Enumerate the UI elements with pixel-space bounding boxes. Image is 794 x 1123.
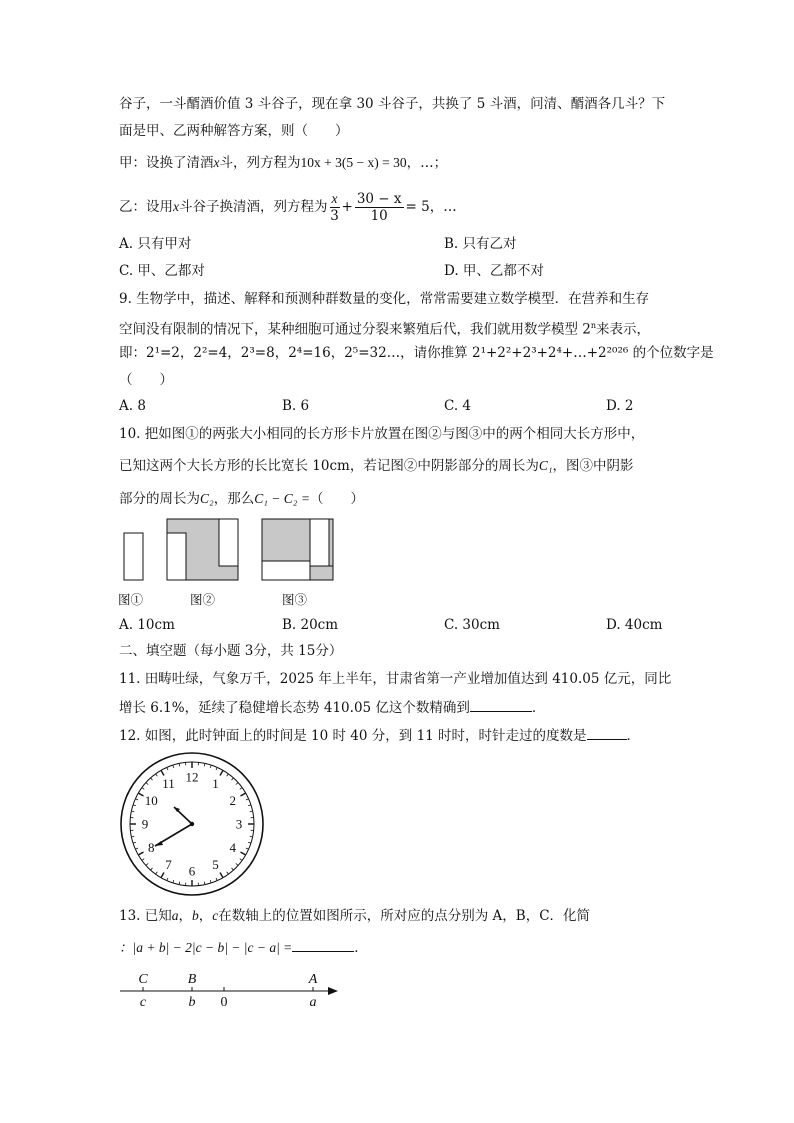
q10-option-d[interactable]: D. 40cm bbox=[606, 617, 663, 633]
clock-number-6: 6 bbox=[188, 863, 196, 879]
q8-yi-mid: 斗谷子换清酒，列方程为 bbox=[179, 199, 328, 215]
q10-option-c[interactable]: C. 30cm bbox=[444, 617, 500, 633]
q8-yi-prefix: 乙：设用 bbox=[119, 199, 173, 215]
figure-3-diagram bbox=[258, 516, 338, 584]
q8-option-d[interactable]: D. 甲、乙都不对 bbox=[444, 263, 544, 279]
q8-yi-fraction2: $\frac{30 - x}{10}$ bbox=[356, 191, 402, 224]
clock-number-3: 3 bbox=[235, 816, 243, 832]
q8-jia-var: x bbox=[213, 155, 220, 170]
q9-option-b[interactable]: B. 6 bbox=[282, 398, 310, 414]
clock-tick bbox=[240, 852, 245, 855]
q8-yi-var: x bbox=[173, 199, 179, 214]
q8-solution-yi bbox=[119, 190, 457, 224]
q8-line2: 面是甲、乙两种解答方案，则（ ） bbox=[119, 123, 349, 139]
q9-option-a[interactable]: A. 8 bbox=[119, 398, 146, 414]
figure-1-label: 图① bbox=[118, 592, 144, 607]
q10-line3: 部分的周长为C₂，那么C₁ − C₂ =（ ） bbox=[119, 491, 364, 507]
q11-line1: 11. 田畴吐绿，气象万千，2025 年上半年，甘肃省第一产业增加值达到 410.05 亿元，同比 bbox=[119, 671, 672, 687]
q11-answer-blank[interactable] bbox=[470, 697, 532, 712]
q10-line2: 已知这两个大长方形的长比宽长 10cm，若记图②中阴影部分的周长为C₁，图③中阴影 bbox=[119, 458, 634, 474]
figure-2-label: 图② bbox=[190, 592, 216, 607]
q10-option-a[interactable]: A. 10cm bbox=[119, 617, 175, 633]
clock-number-9: 9 bbox=[141, 816, 149, 832]
q8-option-b[interactable]: B. 只有乙对 bbox=[444, 236, 517, 252]
clock-tick bbox=[138, 793, 143, 796]
q10-option-b[interactable]: B. 20cm bbox=[282, 617, 339, 633]
clock-tick bbox=[138, 852, 143, 855]
clock-number-2: 2 bbox=[229, 793, 236, 808]
figure-2-diagram bbox=[164, 516, 244, 584]
section-2-title: 二、填空题（每小题 3分，共 15分） bbox=[119, 643, 343, 659]
clock-tick bbox=[240, 793, 245, 796]
point-B-label: B bbox=[187, 972, 197, 987]
q8-jia-equation: 10x + 3(5 − x) = 30 bbox=[300, 155, 407, 170]
q13-answer-blank[interactable] bbox=[292, 937, 354, 952]
q8-option-c[interactable]: C. 甲、乙都对 bbox=[119, 263, 205, 279]
clock-number-11: 11 bbox=[162, 775, 175, 791]
clock-number-5: 5 bbox=[212, 857, 219, 873]
q8-yi-eq-rest: = 5 bbox=[405, 199, 430, 215]
value-c-label: c bbox=[139, 995, 147, 1010]
value-a-label: a bbox=[309, 995, 317, 1010]
clock-tick bbox=[161, 872, 164, 877]
q8-jia-prefix: 甲：设换了清酒 bbox=[119, 155, 214, 171]
point-A-label: A bbox=[308, 972, 318, 987]
q13-line1: 13. 已知a，b，c在数轴上的位置如图所示，所对应的点分别为 A，B，C．化简 bbox=[119, 908, 591, 924]
q9-line2: 空间没有限制的情况下，某种细胞可通过分裂来繁殖后代，我们就用数学模型 2$^n$来表示， bbox=[119, 321, 651, 338]
q8-yi-suffix: ，… bbox=[429, 199, 457, 215]
q8-jia-suffix: ，…； bbox=[406, 155, 448, 171]
q10-line1: 10. 把如图①的两张大小相同的长方形卡片放置在图②与图③中的两个相同大长方形中， bbox=[119, 426, 645, 442]
value-b-label: b bbox=[188, 995, 196, 1010]
clock-number-10: 10 bbox=[144, 793, 158, 808]
figure-1-card bbox=[118, 522, 158, 586]
clock-tick bbox=[161, 770, 164, 775]
number-line bbox=[118, 968, 348, 1014]
clock-number-4: 4 bbox=[229, 840, 236, 855]
clock-tick bbox=[220, 770, 223, 775]
q8-jia-mid: 斗，列方程为 bbox=[219, 155, 301, 171]
q11-line2: 增长 6.1%，延续了稳健增长态势 410.05 亿这个数精确到 ． bbox=[119, 697, 545, 718]
q9-option-c[interactable]: C. 4 bbox=[444, 398, 472, 414]
point-C-label: C bbox=[138, 972, 148, 987]
q8-yi-plus: + bbox=[341, 199, 353, 215]
clock-number-1: 1 bbox=[212, 775, 219, 791]
origin-label: 0 bbox=[220, 995, 228, 1010]
q9-line4: （ ） bbox=[119, 372, 173, 388]
q9-line3: 即：2¹=2，2²=4，2³=8，2⁴=16，2⁵=32…，请你推算 2¹+2²+2³+2⁴+…+2²⁰²⁶ 的个位数字是 bbox=[119, 345, 714, 361]
q9-option-d[interactable]: D. 2 bbox=[606, 398, 634, 414]
clock-number-7: 7 bbox=[165, 857, 172, 873]
clock-number-8: 8 bbox=[148, 840, 155, 855]
q8-yi-fraction1: $\frac{x}{3}$ bbox=[330, 191, 339, 224]
clock-number-12: 12 bbox=[185, 769, 199, 785]
q12-line1: 12. 如图，此时钟面上的时间是 10 时 40 分，到 11 时时，时针走过的度数是 ． bbox=[119, 725, 640, 746]
q8-solution-jia bbox=[119, 153, 447, 173]
clock-tick bbox=[220, 872, 223, 877]
q8-line1: 谷子，一斗醑酒价值 3 斗谷子，现在拿 30 斗谷子，共换了 5 斗酒，问清、醑酒各几斗？下 bbox=[119, 96, 666, 112]
figure-3-label: 图③ bbox=[282, 592, 308, 607]
q12-answer-blank[interactable] bbox=[587, 725, 627, 740]
q8-option-a[interactable]: A. 只有甲对 bbox=[119, 236, 192, 252]
q13-line2: ：|a + b| − 2|c − b| − |c − a| = ． bbox=[119, 937, 368, 958]
q9-line1: 9. 生物学中，描述、解释和预测种群数量的变化，常常需要建立数学模型．在营养和生存 bbox=[119, 291, 650, 307]
clock-face bbox=[118, 750, 272, 902]
